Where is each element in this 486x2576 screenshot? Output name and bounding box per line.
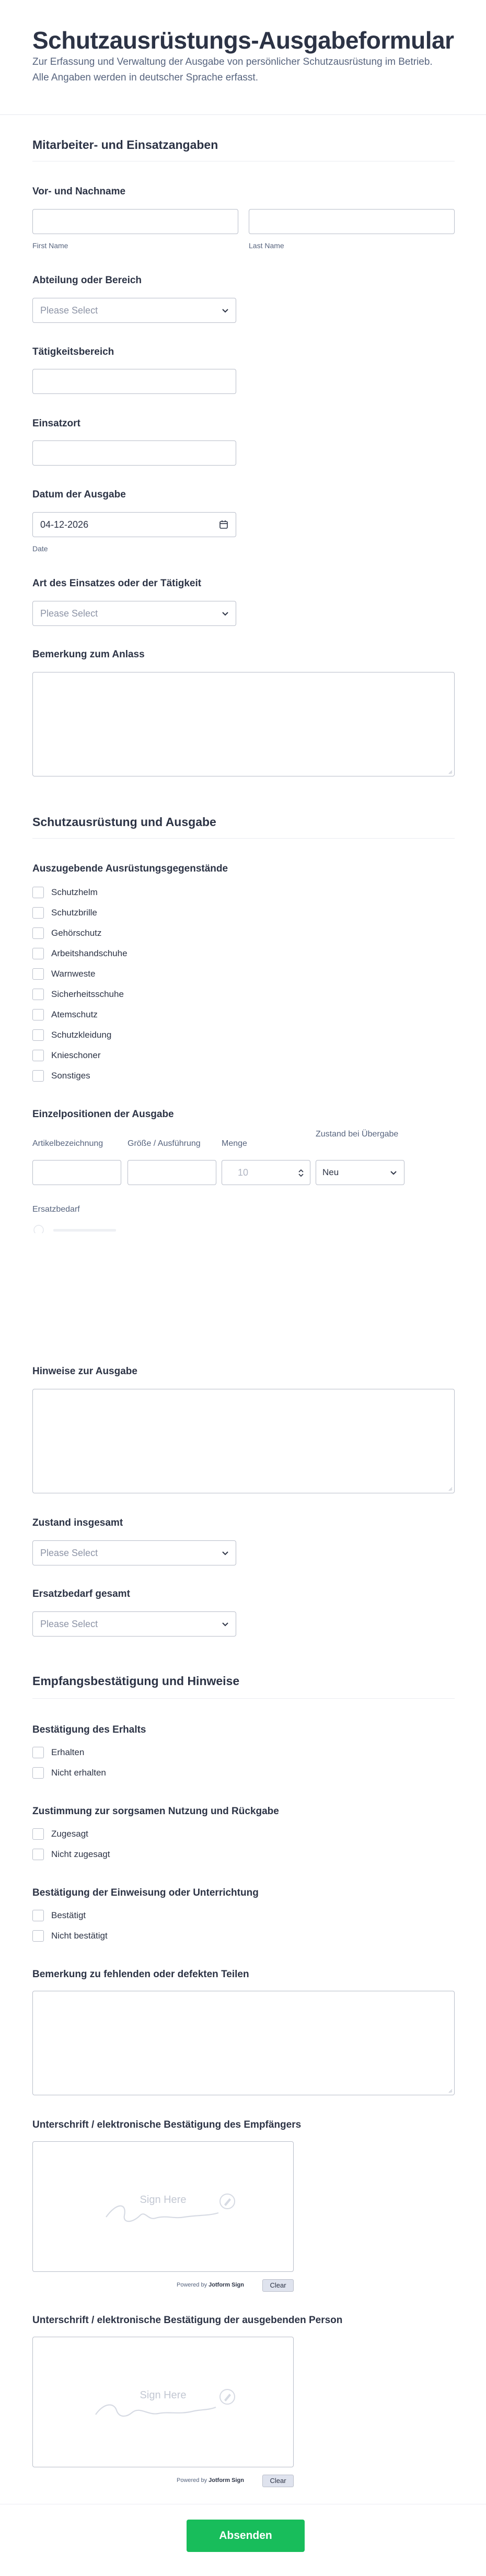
option-label: Nicht erhalten xyxy=(51,1768,106,1778)
checkbox[interactable] xyxy=(32,1747,44,1758)
usage-placeholder: Please Select xyxy=(40,608,98,619)
option-label: Bestätigt xyxy=(51,1910,86,1920)
items-label: Auszugebende Ausrüstungsgegenstände xyxy=(32,863,228,874)
section-title-receipt: Empfangsbestätigung und Hinweise xyxy=(32,1674,240,1688)
first-name-input[interactable] xyxy=(32,209,238,234)
missing-label: Bemerkung zu fehlenden oder defekten Teilen xyxy=(32,1969,249,1980)
reason-textarea[interactable] xyxy=(32,672,455,776)
positions-label: Einzelpositionen der Ausgabe xyxy=(32,1109,174,1120)
section-title-equipment: Schutzausrüstung und Ausgabe xyxy=(32,815,216,829)
qty-input[interactable] xyxy=(222,1160,310,1185)
overall-condition-label: Zustand insgesamt xyxy=(32,1517,123,1528)
checkbox[interactable] xyxy=(32,927,44,939)
form-title: Schutzausrüstungs-Ausgabeformular xyxy=(32,27,454,54)
activity-label: Tätigkeitsbereich xyxy=(32,346,114,357)
checkbox[interactable] xyxy=(32,968,44,980)
item-label: Warnweste xyxy=(51,969,96,979)
usage-select[interactable] xyxy=(32,601,236,626)
receipt-label: Bestätigung des Erhalts xyxy=(32,1724,146,1735)
resize-grip-icon[interactable] xyxy=(447,769,453,774)
section-title-employee: Mitarbeiter- und Einsatzangaben xyxy=(32,138,218,152)
last-name-input[interactable] xyxy=(249,209,455,234)
date-label: Datum der Ausgabe xyxy=(32,489,126,500)
overall-condition-select[interactable] xyxy=(32,1540,236,1565)
date-value: 04-12-2026 xyxy=(40,519,89,530)
item-label: Knieschoner xyxy=(51,1050,101,1060)
item-label: Schutzkleidung xyxy=(51,1030,112,1040)
item-label: Gehörschutz xyxy=(51,928,102,938)
option-label: Nicht bestätigt xyxy=(51,1931,108,1941)
date-sublabel: Date xyxy=(32,544,48,553)
qty-placeholder: 10 xyxy=(238,1167,249,1178)
clear-signature-button[interactable]: Clear xyxy=(262,2279,294,2292)
overall-replacement-select[interactable] xyxy=(32,1611,236,1637)
form-header xyxy=(0,0,486,115)
checkbox[interactable] xyxy=(32,887,44,898)
signature-scribble-icon xyxy=(90,2387,221,2424)
checkbox[interactable] xyxy=(32,989,44,1000)
checkbox[interactable] xyxy=(32,1930,44,1942)
sign-here-hint: Sign Here xyxy=(140,2194,187,2206)
condition-value: Neu xyxy=(322,1167,339,1177)
jotform-sign-brand: Jotform Sign xyxy=(209,2282,244,2288)
checkbox[interactable] xyxy=(32,1029,44,1041)
option-label: Erhalten xyxy=(51,1747,85,1757)
pen-icon xyxy=(219,2388,236,2405)
stepper-icon[interactable] xyxy=(297,1168,305,1178)
signature-scribble-icon xyxy=(101,2192,232,2229)
item-label: Schutzbrille xyxy=(51,908,97,918)
form-subtitle: Zur Erfassung und Verwaltung der Ausgabe von persönlicher Schutzausrüstung im Betrieb. Alle Angaben werden in deutscher Sprache erfasst. xyxy=(32,56,433,83)
location-label: Einsatzort xyxy=(32,418,80,429)
chevron-down-icon xyxy=(389,1168,398,1177)
overall-condition-placeholder: Please Select xyxy=(40,1548,98,1558)
powered-by-text xyxy=(177,2477,244,2484)
item-label: Arbeitshandschuhe xyxy=(51,948,128,958)
col-header-condition: Zustand bei Übergabe xyxy=(316,1130,399,1139)
article-input[interactable] xyxy=(32,1160,121,1185)
signature-pad-issuer[interactable] xyxy=(32,2337,294,2467)
checkbox[interactable] xyxy=(32,1767,44,1779)
calendar-icon[interactable] xyxy=(219,520,228,529)
powered-by-text xyxy=(177,2282,244,2288)
department-label: Abteilung oder Bereich xyxy=(32,275,142,286)
checkbox[interactable] xyxy=(32,1910,44,1921)
signature-pad-recipient[interactable] xyxy=(32,2141,294,2272)
powered-by-label: Powered by xyxy=(177,2282,207,2288)
last-name-sublabel: Last Name xyxy=(249,241,284,250)
consent-label: Zustimmung zur sorgsamen Nutzung und Rückgabe xyxy=(32,1806,279,1817)
replacement-label: Ersatzbedarf xyxy=(32,1205,80,1214)
sig-issuer-label: Unterschrift / elektronische Bestätigung der ausgebenden Person xyxy=(32,2315,343,2326)
sig-recipient-label: Unterschrift / elektronische Bestätigung des Empfängers xyxy=(32,2119,302,2130)
item-label: Schutzhelm xyxy=(51,887,98,897)
date-input[interactable] xyxy=(32,512,236,537)
jotform-sign-brand: Jotform Sign xyxy=(209,2477,244,2484)
overall-replacement-label: Ersatzbedarf gesamt xyxy=(32,1588,130,1599)
powered-by-label: Powered by xyxy=(177,2477,207,2484)
checkbox[interactable] xyxy=(32,1070,44,1082)
section-divider xyxy=(32,1698,455,1699)
name-label: Vor- und Nachname xyxy=(32,186,126,197)
overall-replacement-placeholder: Please Select xyxy=(40,1619,98,1629)
instruction-label: Bestätigung der Einweisung oder Unterrichtung xyxy=(32,1887,259,1898)
location-input[interactable] xyxy=(32,440,236,466)
first-name-sublabel: First Name xyxy=(32,241,68,250)
reason-label: Bemerkung zum Anlass xyxy=(32,649,145,660)
resize-grip-icon[interactable] xyxy=(447,2088,453,2093)
usage-label: Art des Einsatzes oder der Tätigkeit xyxy=(32,578,202,589)
missing-textarea[interactable] xyxy=(32,1991,455,2095)
pen-icon xyxy=(219,2193,236,2210)
col-header-qty: Menge xyxy=(222,1139,247,1148)
checkbox[interactable] xyxy=(32,1849,44,1860)
chevron-down-icon xyxy=(221,1549,229,1557)
clear-signature-button[interactable]: Clear xyxy=(262,2475,294,2487)
department-placeholder: Please Select xyxy=(40,305,98,316)
size-input[interactable] xyxy=(128,1160,216,1185)
col-header-article: Artikelbezeichnung xyxy=(32,1139,103,1148)
col-header-size: Größe / Ausführung xyxy=(128,1139,201,1148)
checkbox[interactable] xyxy=(32,948,44,959)
chevron-down-icon xyxy=(221,1620,229,1628)
checkbox[interactable] xyxy=(32,1828,44,1840)
checkbox[interactable] xyxy=(32,1050,44,1061)
sign-here-hint: Sign Here xyxy=(140,2389,187,2401)
item-label: Atemschutz xyxy=(51,1009,98,1019)
replacement-options-faded xyxy=(32,1223,168,1233)
option-label: Nicht zugesagt xyxy=(51,1849,110,1859)
chevron-down-icon xyxy=(221,609,229,618)
condition-select[interactable] xyxy=(316,1160,404,1185)
notes-textarea[interactable] xyxy=(32,1389,455,1493)
chevron-down-icon xyxy=(221,306,229,315)
checkbox[interactable] xyxy=(32,1009,44,1020)
option-label: Zugesagt xyxy=(51,1829,88,1839)
item-label: Sicherheitsschuhe xyxy=(51,989,124,999)
section-divider xyxy=(32,838,455,839)
department-select[interactable] xyxy=(32,298,236,323)
resize-grip-icon[interactable] xyxy=(447,1486,453,1491)
activity-input[interactable] xyxy=(32,369,236,394)
checkbox[interactable] xyxy=(32,907,44,919)
notes-label: Hinweise zur Ausgabe xyxy=(32,1366,137,1377)
item-label: Sonstiges xyxy=(51,1071,90,1081)
submit-button[interactable]: Absenden xyxy=(187,2520,305,2552)
